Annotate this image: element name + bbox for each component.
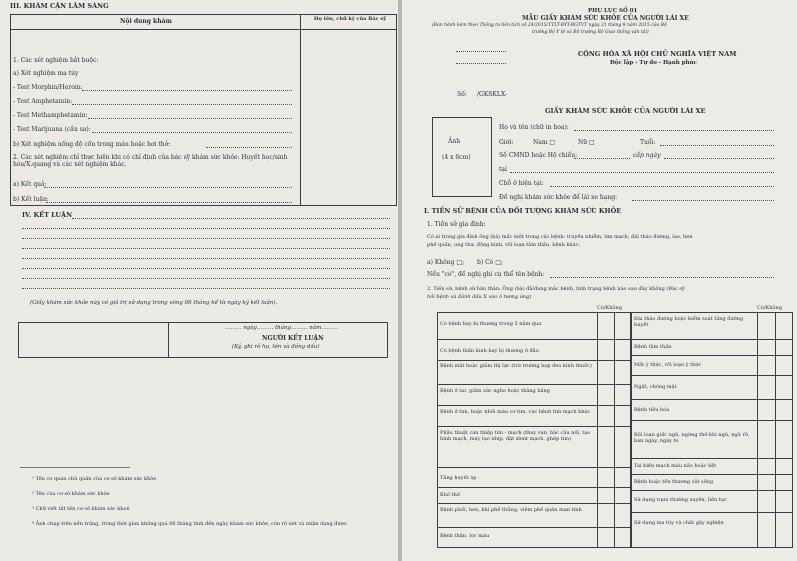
disease-item: Rối loạn giấc ngủ, ngừng thở khi ngủ, ngủ rũ ban ngày, ngáy to: [634, 432, 749, 444]
footnote: ³ Chữ viết tắt tên cơ sở khám sức khoẻ: [32, 506, 130, 512]
validity-note: (Giấy khám sức khỏe này có giá trị sử dụng trong vòng 06 tháng kể từ ngày ký kết luận).: [30, 300, 278, 306]
disease-item: Bệnh mắt hoặc giảm thị lực (trừ trường hợp đeo kính thuốc): [440, 363, 592, 369]
left-page: [0, 0, 398, 561]
disease-item: Bệnh ở tim, hoặc nhồi máu cơ tim, các bệnh tim mạch khác: [440, 409, 591, 415]
disease-item: Bệnh phổi, hen, khí phế thũng, viêm phế quản mạn tính: [440, 507, 582, 513]
national-motto: Độc lập - Tự do - Hạnh phúc: [610, 60, 697, 66]
disease-item: Bệnh thận, lọc máu: [440, 533, 490, 539]
option-no: a) Không □;: [427, 259, 465, 266]
issued-line-1: (Ban hành kèm theo Thông tư liên tịch số 24/2015/TTLT-BYT-BGTVT ngày 21 tháng 8 năm 2015 của Bộ: [432, 23, 667, 28]
family-question-1: Có ai trong gia đình ông (bà) mắc một trong các bệnh: truyền nhiễm, tim mạch, đái tháo đường, lao, hen: [427, 234, 693, 240]
number-label: Số:: [457, 91, 467, 98]
field-issued-date: cấp ngày: [633, 152, 661, 159]
certificate-title: GIẤY KHÁM SỨC KHỎE CỦA NGƯỜI LÁI XE: [545, 107, 706, 115]
disease-item: Sử dụng rượu thường xuyên, liên tục: [634, 497, 727, 503]
field-address: Chỗ ở hiện tại:: [499, 180, 544, 187]
conclusion-person: NGƯỜI KẾT LUẬN: [262, 335, 324, 342]
disease-item: Tai biến mạch máu não hoặc liệt: [634, 463, 717, 469]
date-line: ……… ngày……… tháng……… năm………: [225, 325, 338, 331]
disease-item: Phẫu thuật can thiệp tim - mạch (thay van, bắc cầu nối, tạo hình mạch, máy tạo nhịp, đặt slent mạch, ghép tim): [440, 430, 591, 442]
yn-header-left: Có/Không: [597, 305, 622, 311]
disease-item: Tăng huyết áp: [440, 475, 477, 481]
form-title: MẪU GIẤY KHÁM SỨC KHỎE CỦA NGƯỜI LÁI XE: [522, 15, 689, 22]
lab-item: 2. Các xét nghiệm chỉ thực hiện khi có chỉ định của bác sỹ khám sức khỏe: Huyết học/sinh hóa/X.quang và các xét nghiệm khác.: [13, 154, 288, 168]
disease-item: Bệnh tâm thần: [634, 344, 672, 350]
disease-item: Sử dụng ma túy và chất gây nghiện: [634, 520, 724, 526]
field-id: Số CMND hoặc Hộ chiếu:: [499, 152, 578, 159]
section3-title: III. KHÁM CẬN LÂM SÀNG: [10, 2, 109, 10]
lab-item: b) Kết luận:: [13, 196, 49, 203]
footnote: ¹ Tên cơ quan chủ quản của cơ sở khám sức khỏe: [32, 476, 157, 482]
conclusion-sign: (Ký, ghi rõ họ, tên và đóng dấu): [232, 344, 320, 350]
photo-size: (4 x 6cm): [442, 154, 471, 161]
yn-header-right: Có/Không: [757, 305, 782, 311]
lab-item: a) Kết quả:: [13, 181, 47, 188]
disease-item: Có bệnh thần kinh hay bị thương ở đầu: [440, 348, 539, 354]
field-name: Họ và tên (chữ in hoa):: [499, 124, 569, 131]
disease-item: Đái tháo đường hoặc kiểm soát tăng đường huyết: [634, 316, 744, 328]
disease-item: Mất ý thức, rối loạn ý thức: [634, 362, 702, 368]
field-at: tại: [499, 166, 507, 173]
lab-item: b) Xét nghiệm nồng độ cồn trong máu hoặc hơi thở:: [13, 141, 171, 148]
issued-line-2: trưởng Bộ Y tế và Bộ trưởng Bộ Giao thông vận tải): [532, 30, 649, 35]
country-name: CỘNG HÒA XÃ HỘI CHỦ NGHĨA VIỆT NAM: [578, 50, 737, 58]
footnote: ² Tên của cơ sở khám sức khỏe: [32, 491, 110, 497]
lab-item: - Test Amphetamin:: [13, 98, 73, 105]
gender-male: Nam □: [533, 139, 556, 146]
right-page: [402, 0, 797, 561]
if-yes-note: Nếu "có", đề nghị ghi cụ thể tên bệnh:: [427, 271, 545, 278]
lab-item: - Test Morphin/Heroin:: [13, 84, 83, 91]
option-yes: b) Có □;: [477, 259, 503, 266]
field-license: Đề nghị khám sức khỏe để lái xe hạng:: [499, 194, 618, 201]
lab-item: - Test Methamphetamin:: [13, 112, 88, 119]
lab-item: 1. Các xét nghiệm bắt buộc:: [13, 57, 99, 64]
table-header-content: Nội dung khám: [120, 18, 172, 25]
lab-exam-table: [10, 14, 397, 206]
family-title: 1. Tiền sử gia đình:: [427, 221, 486, 228]
appendix-label: PHỤ LỤC SỐ 01: [588, 8, 638, 14]
lab-item: a) Xét nghiệm ma túy: [13, 70, 79, 77]
number-value: /GKSKLX-: [477, 91, 507, 98]
family-question-2: phế quản, ung thư, động kinh, rối loạn tâm thần, bệnh khác:: [427, 242, 581, 248]
disease-item: Có bệnh hay bị thương trong 5 năm qua: [440, 321, 542, 327]
field-gender: Giới:: [499, 139, 514, 146]
lab-item: - Test Marijuana (cần sa):: [13, 126, 91, 133]
field-age: Tuổi:: [640, 139, 656, 146]
photo-label: Ảnh: [448, 138, 461, 145]
section4-title: IV. KẾT LUẬN: [22, 211, 73, 219]
section1-title: I. TIỀN SỬ BỆNH CỦA ĐỐI TƯỢNG KHÁM SỨC KHỎE: [424, 207, 622, 215]
personal-question-2: hỏi bệnh và đánh dấu X vào ô tương ứng): [427, 294, 532, 300]
disease-item: Bệnh ở tai, giảm sức nghe hoặc thăng bằng: [440, 388, 550, 394]
disease-item: Bệnh tiêu hóa: [634, 407, 670, 413]
footnote: ⁴ Ảnh chụp trên nền trắng, trong thời gian không quá 06 tháng tính đến ngày khám sức khỏe, còn rõ nét và nhận dạng được.: [32, 521, 349, 527]
disease-item: Bệnh hoặc tổn thương cột sống: [634, 479, 714, 485]
disease-item: Khó thở: [440, 492, 460, 498]
table-header-signer: Họ tên, chữ ký của Bác sỹ: [313, 16, 387, 22]
gender-female: Nữ □: [578, 139, 595, 146]
personal-question-1: 2. Tiền sử, bệnh sử bản thân: Ông (bà) đã/đang mắc bệnh, tình trạng bệnh nào sau đây không (Bác sỹ: [427, 286, 685, 292]
disease-item: Ngất, chóng mặt: [634, 384, 677, 390]
